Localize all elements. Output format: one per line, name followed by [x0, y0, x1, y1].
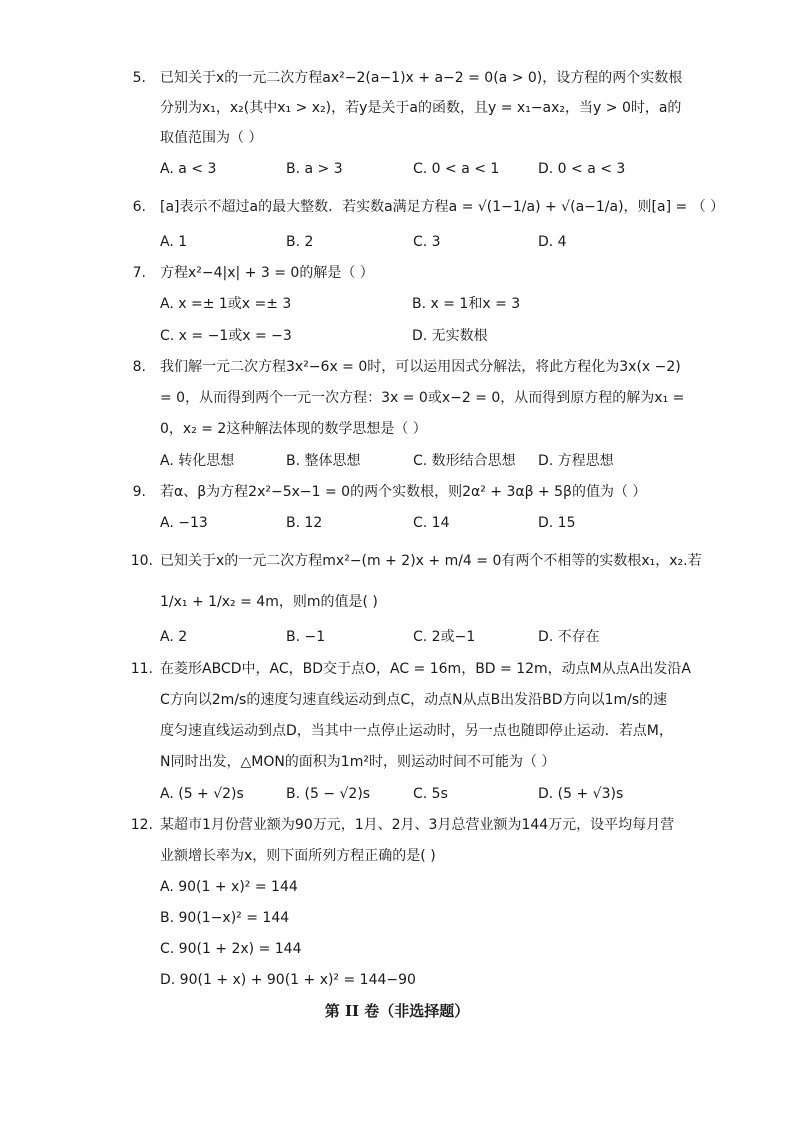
- option-b: B. x = 1和x = 3: [412, 296, 521, 312]
- question-text: 取值范围为（ ）: [160, 130, 263, 146]
- question-number: 5.: [132, 70, 146, 86]
- question-text: N同时出发，△MON的面积为1m²时，则运动时间不可能为（ ）: [160, 754, 556, 770]
- question-number: 8.: [132, 359, 146, 375]
- question-number: 11.: [130, 661, 153, 677]
- option-b: B. −1: [286, 629, 326, 645]
- option-c: C. 90(1 + 2x) = 144: [160, 941, 302, 957]
- option-a: A. a < 3: [160, 161, 217, 177]
- option-a: A. 2: [160, 629, 188, 645]
- question-text: 已知关于x的一元二次方程mx²−(m + 2)x + m/4 = 0有两个不相等的实数根x₁，x₂.若: [160, 553, 702, 569]
- option-d: D. 90(1 + x) + 90(1 + x)² = 144−90: [160, 972, 416, 988]
- question-text: 分别为x₁，x₂(其中x₁ > x₂)，若y是关于a的函数，且y = x₁−ax₂，当y > 0时，a的: [160, 100, 682, 116]
- question-number: 7.: [132, 265, 146, 281]
- option-c: C. 0 < a < 1: [413, 161, 500, 177]
- option-d: D. 0 < a < 3: [538, 161, 626, 177]
- option-b: B. 2: [286, 234, 314, 250]
- question-text: 在菱形ABCD中，AC，BD交于点O，AC = 16m，BD = 12m，动点M从点A出发沿A: [160, 661, 691, 677]
- option-a: A. 1: [160, 234, 188, 250]
- option-d: D. 4: [538, 234, 567, 250]
- question-text: 度匀速直线运动到点D，当其中一点停止运动时，另一点也随即停止运动．若点M，: [160, 723, 673, 739]
- section-title: 第 II 卷（非选择题）: [324, 1002, 470, 1020]
- option-d: D. 15: [538, 515, 576, 531]
- option-a: A. (5 + √2)s: [160, 786, 244, 802]
- option-a: A. 转化思想: [160, 453, 235, 469]
- option-a: A. 90(1 + x)² = 144: [160, 879, 298, 895]
- question-number: 6.: [132, 199, 146, 215]
- option-b: B. 90(1−x)² = 144: [160, 910, 290, 926]
- question-text: C方向以2m/s的速度匀速直线运动到点C，动点N从点B出发沿BD方向以1m/s的速: [160, 692, 668, 708]
- question-number: 12.: [130, 817, 153, 833]
- option-b: B. 12: [286, 515, 323, 531]
- option-c: C. 5s: [413, 786, 448, 802]
- option-c: C. 14: [413, 515, 450, 531]
- option-d: D. 无实数根: [412, 328, 488, 344]
- option-b: B. (5 − √2)s: [286, 786, 371, 802]
- question-text: 0，x₂ = 2这种解法体现的数学思想是（ ）: [160, 421, 427, 437]
- question-text: 方程x²−4|x| + 3 = 0的解是（ ）: [160, 265, 374, 281]
- option-d: D. 不存在: [538, 629, 600, 645]
- option-c: C. 3: [413, 234, 441, 250]
- option-b: B. a > 3: [286, 161, 343, 177]
- question-number: 9.: [132, 484, 146, 500]
- option-a: A. x =± 1或x =± 3: [160, 296, 292, 312]
- question-text: 某超市1月份营业额为90万元，1月、2月、3月总营业额为144万元，设平均每月营: [160, 817, 675, 833]
- option-c: C. 数形结合思想: [413, 453, 516, 469]
- option-d: D. (5 + √3)s: [538, 786, 624, 802]
- option-a: A. −13: [160, 515, 208, 531]
- option-c: C. 2或−1: [413, 629, 476, 645]
- option-c: C. x = −1或x = −3: [160, 328, 292, 344]
- question-text: 我们解一元二次方程3x²−6x = 0时，可以运用因式分解法，将此方程化为3x(x −2): [160, 359, 681, 375]
- question-text: = 0，从而得到两个一元一次方程：3x = 0或x−2 = 0，从而得到原方程的解为x₁ =: [160, 390, 685, 406]
- question-number: 10.: [130, 553, 153, 569]
- option-b: B. 整体思想: [286, 453, 361, 469]
- question-text: 若α、β为方程2x²−5x−1 = 0的两个实数根，则2α² + 3αβ + 5β的值为（ ）: [160, 484, 647, 500]
- option-d: D. 方程思想: [538, 453, 614, 469]
- question-text: 已知关于x的一元二次方程ax²−2(a−1)x + a−2 = 0(a > 0)，设方程的两个实数根: [160, 70, 683, 86]
- question-text: 业额增长率为x，则下面所列方程正确的是( ): [160, 848, 436, 864]
- question-text: 1/x₁ + 1/x₂ = 4m，则m的值是( ): [160, 594, 378, 610]
- question-text: [a]表示不超过a的最大整数．若实数a满足方程a = √(1−1/a) + √(a−1/a)，则[a] = （ ）: [160, 199, 725, 215]
